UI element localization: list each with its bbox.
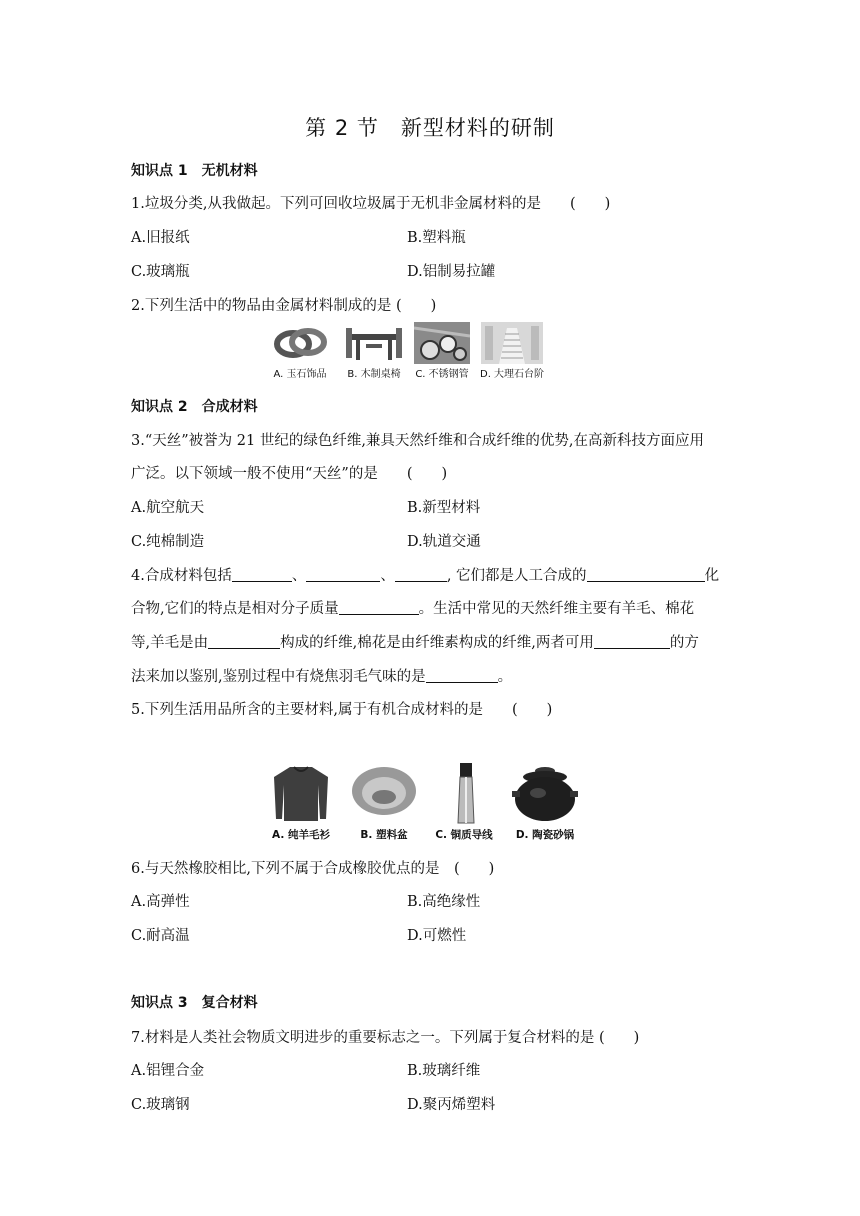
question-5-picture-d <box>510 763 580 842</box>
question-4-line-2 <box>131 597 694 618</box>
question-5-stem: 5.下列生活用品所含的主要材料,属于有机合成材料的是 ( ) <box>131 702 553 718</box>
question-7-option-a: A.铝锂合金 <box>131 1063 205 1079</box>
wool-sweater-icon <box>268 763 334 825</box>
q4-text: 合物,它们的特点是相对分子质量 <box>131 601 339 617</box>
q4-text: 、 <box>380 568 395 584</box>
plastic-basin-icon <box>350 763 418 825</box>
question-4-line-4 <box>131 665 512 686</box>
question-1-option-d: D.铝制易拉罐 <box>407 264 496 280</box>
question-3-stem-line-2: 广泛。以下领域一般不使用“天丝”的是 ( ) <box>131 466 448 482</box>
question-2-caption-d: D. 大理石台阶 <box>480 369 545 380</box>
question-5-picture-c <box>434 763 494 842</box>
question-5-caption-c: C. 铜质导线 <box>435 829 493 841</box>
question-6-option-b: B.高绝缘性 <box>407 894 481 910</box>
knowledge-point-3-heading: 知识点 3 复合材料 <box>131 995 258 1011</box>
copper-wire-icon <box>434 763 494 825</box>
answer-blank[interactable] <box>594 634 670 649</box>
question-1-option-a: A.旧报纸 <box>131 230 190 246</box>
question-7-option-d: D.聚丙烯塑料 <box>407 1097 496 1113</box>
question-1-option-c: C.玻璃瓶 <box>131 264 190 280</box>
jade-ring-icon <box>266 322 334 364</box>
question-5-caption-d: D. 陶瓷砂锅 <box>515 829 575 841</box>
knowledge-point-2-heading: 知识点 2 合成材料 <box>131 399 258 415</box>
q4-text: 等,羊毛是由 <box>131 635 209 651</box>
question-7-option-c: C.玻璃钢 <box>131 1097 190 1113</box>
question-5-picture-b <box>350 763 418 842</box>
question-5-picture-a <box>268 763 334 842</box>
q4-text: 法来加以鉴别,鉴别过程中有烧焦羽毛气味的是 <box>131 669 426 685</box>
question-2-picture-a <box>266 322 334 380</box>
question-2-stem: 2.下列生活中的物品由金属材料制成的是 ( ) <box>131 298 437 314</box>
question-3-option-d: D.轨道交通 <box>407 534 481 550</box>
question-2-picture-b <box>344 322 404 380</box>
question-2-caption-b: B. 木制桌椅 <box>347 369 401 380</box>
question-2-caption-c: C. 不锈钢管 <box>415 369 469 380</box>
question-3-option-a: A.航空航天 <box>131 500 205 516</box>
question-6-option-d: D.可燃性 <box>407 928 467 944</box>
question-1-stem: 1.垃圾分类,从我做起。下列可回收垃圾属于无机非金属材料的是 ( ) <box>131 196 611 212</box>
marble-stairs-icon <box>481 322 543 364</box>
question-6-option-c: C.耐高温 <box>131 928 190 944</box>
q4-text: 。生活中常见的天然纤维主要有羊毛、棉花 <box>418 601 695 617</box>
wooden-table-chairs-icon <box>344 322 404 364</box>
page-title: 第 2 节 新型材料的研制 <box>305 116 555 140</box>
question-5-caption-b: B. 塑料盆 <box>360 829 408 841</box>
question-2-picture-c <box>414 322 470 380</box>
answer-blank[interactable] <box>208 634 280 649</box>
question-1-option-b: B.塑料瓶 <box>407 230 466 246</box>
q4-text: 、 <box>291 568 307 584</box>
q4-text: 构成的纤维,棉花是由纤维素构成的纤维,两者可用 <box>280 635 594 651</box>
question-6-stem: 6.与天然橡胶相比,下列不属于合成橡胶优点的是 ( ) <box>131 861 495 877</box>
ceramic-pot-icon <box>510 763 580 825</box>
q4-text: 4.合成材料包括 <box>131 568 232 584</box>
question-5-caption-a: A. 纯羊毛衫 <box>272 829 330 841</box>
answer-blank[interactable] <box>306 567 380 582</box>
question-6-option-a: A.高弹性 <box>131 894 190 910</box>
question-2-picture-d <box>480 322 544 380</box>
answer-blank[interactable] <box>395 567 447 582</box>
question-4-line-1 <box>131 564 719 585</box>
question-2-caption-a: A. 玉石饰品 <box>273 369 327 380</box>
answer-blank[interactable] <box>339 600 419 615</box>
steel-pipes-icon <box>414 322 470 364</box>
answer-blank[interactable] <box>587 567 705 582</box>
knowledge-point-1-heading: 知识点 1 无机材料 <box>131 163 258 179</box>
question-3-stem-line-1: 3.“天丝”被誉为 21 世纪的绿色纤维,兼具天然纤维和合成纤维的优势,在高新科技方面应用 <box>131 433 705 449</box>
question-4-line-3 <box>131 631 699 652</box>
answer-blank[interactable] <box>232 567 292 582</box>
question-3-option-c: C.纯棉制造 <box>131 534 205 550</box>
q4-text: 的方 <box>669 635 699 651</box>
question-7-option-b: B.玻璃纤维 <box>407 1063 481 1079</box>
question-2-image-row <box>266 322 544 380</box>
q4-text: , 它们都是人工合成的 <box>446 568 587 584</box>
question-7-stem: 7.材料是人类社会物质文明进步的重要标志之一。下列属于复合材料的是 ( ) <box>131 1030 640 1046</box>
q4-text: 化 <box>704 568 720 584</box>
q4-text: 。 <box>497 669 513 685</box>
answer-blank[interactable] <box>426 668 498 683</box>
question-5-image-row <box>268 763 580 842</box>
question-3-option-b: B.新型材料 <box>407 500 481 516</box>
